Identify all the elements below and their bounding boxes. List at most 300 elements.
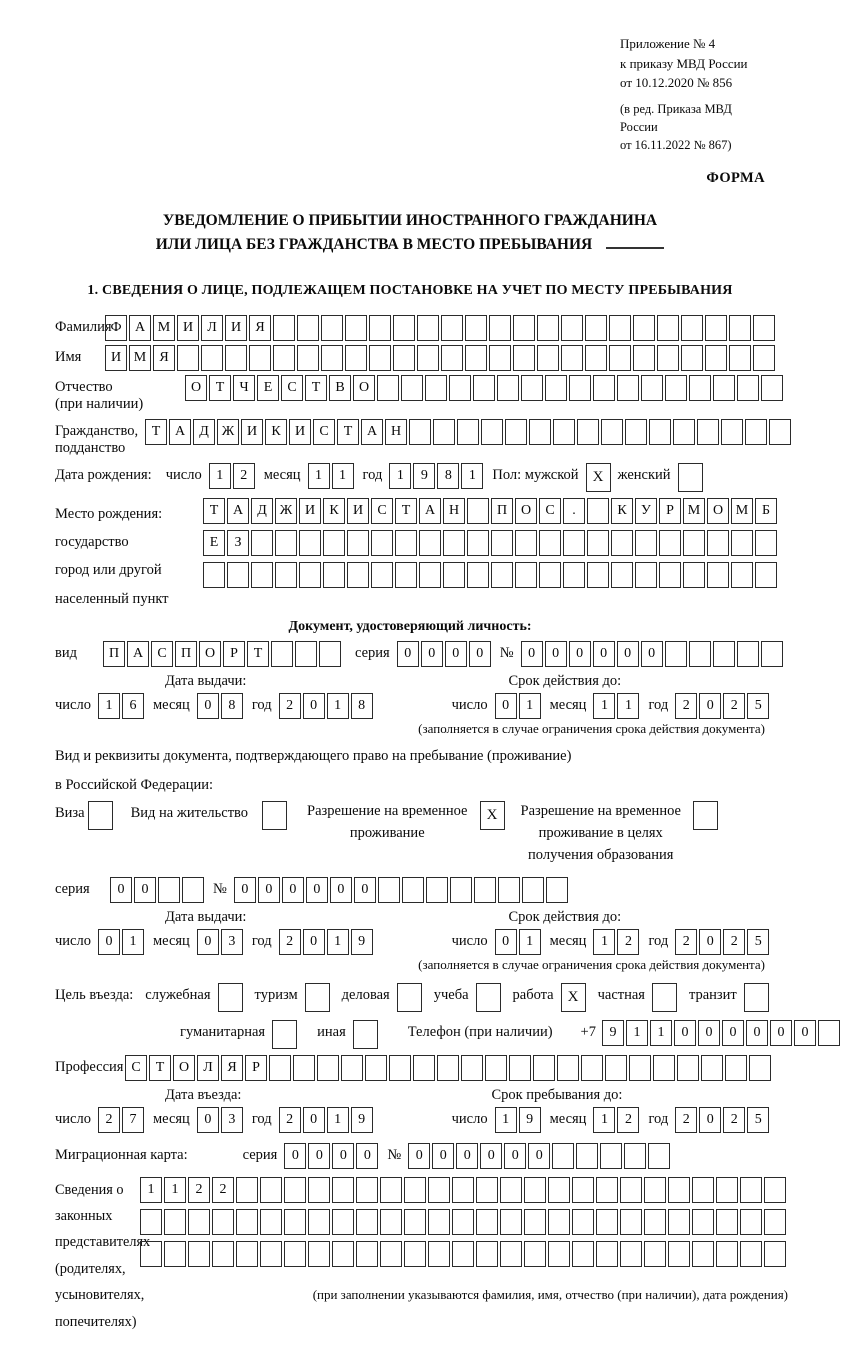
char-cell[interactable]: 0 [258, 877, 280, 903]
char-cell[interactable] [465, 345, 487, 371]
representatives-cells-row1[interactable] [140, 1177, 788, 1203]
char-cell[interactable] [275, 530, 297, 556]
char-cell[interactable]: 0 [356, 1143, 378, 1169]
char-cell[interactable] [731, 530, 753, 556]
char-cell[interactable]: Т [247, 641, 269, 667]
birth-place-cells-row2[interactable] [203, 530, 779, 556]
char-cell[interactable]: 0 [303, 693, 325, 719]
char-cell[interactable]: 2 [617, 1107, 639, 1133]
char-cell[interactable]: Н [385, 419, 407, 445]
char-cell[interactable] [395, 562, 417, 588]
purpose-work-checkbox[interactable]: X [561, 983, 586, 1012]
char-cell[interactable] [450, 877, 472, 903]
phone-cells[interactable] [602, 1020, 842, 1046]
rvp-education-checkbox[interactable] [693, 801, 718, 830]
char-cell[interactable]: 0 [480, 1143, 502, 1169]
char-cell[interactable]: 2 [723, 1107, 745, 1133]
char-cell[interactable] [485, 1055, 507, 1081]
char-cell[interactable] [401, 375, 423, 401]
char-cell[interactable] [441, 345, 463, 371]
char-cell[interactable]: 0 [569, 641, 591, 667]
char-cell[interactable]: 3 [221, 929, 243, 955]
char-cell[interactable] [749, 1055, 771, 1081]
permit-issue-month[interactable] [197, 929, 245, 955]
char-cell[interactable] [457, 419, 479, 445]
char-cell[interactable]: 0 [456, 1143, 478, 1169]
char-cell[interactable] [297, 315, 319, 341]
char-cell[interactable]: 0 [197, 1107, 219, 1133]
char-cell[interactable] [701, 1055, 723, 1081]
char-cell[interactable] [716, 1241, 738, 1267]
char-cell[interactable]: 0 [330, 877, 352, 903]
char-cell[interactable] [158, 877, 180, 903]
char-cell[interactable]: Я [153, 345, 175, 371]
char-cell[interactable] [561, 315, 583, 341]
identity-issue-month[interactable] [197, 693, 245, 719]
char-cell[interactable] [465, 315, 487, 341]
char-cell[interactable] [323, 562, 345, 588]
char-cell[interactable] [467, 498, 489, 524]
char-cell[interactable]: 0 [303, 929, 325, 955]
char-cell[interactable] [605, 1055, 627, 1081]
char-cell[interactable] [443, 530, 465, 556]
char-cell[interactable]: 0 [98, 929, 120, 955]
char-cell[interactable] [308, 1209, 330, 1235]
char-cell[interactable] [740, 1209, 762, 1235]
char-cell[interactable] [332, 1177, 354, 1203]
char-cell[interactable]: М [153, 315, 175, 341]
char-cell[interactable]: 0 [282, 877, 304, 903]
char-cell[interactable] [365, 1055, 387, 1081]
char-cell[interactable]: 9 [602, 1020, 624, 1046]
char-cell[interactable] [761, 375, 783, 401]
char-cell[interactable] [633, 315, 655, 341]
char-cell[interactable] [539, 562, 561, 588]
purpose-private-checkbox[interactable] [652, 983, 677, 1012]
stay-year[interactable] [675, 1107, 771, 1133]
char-cell[interactable] [681, 315, 703, 341]
char-cell[interactable]: 0 [306, 877, 328, 903]
char-cell[interactable] [533, 1055, 555, 1081]
char-cell[interactable] [753, 315, 775, 341]
char-cell[interactable] [548, 1241, 570, 1267]
char-cell[interactable] [500, 1177, 522, 1203]
char-cell[interactable] [539, 530, 561, 556]
rvp-checkbox[interactable]: X [480, 801, 505, 830]
char-cell[interactable]: 2 [279, 693, 301, 719]
char-cell[interactable] [321, 345, 343, 371]
char-cell[interactable] [481, 419, 503, 445]
char-cell[interactable] [596, 1177, 618, 1203]
char-cell[interactable]: Е [257, 375, 279, 401]
char-cell[interactable]: 0 [495, 693, 517, 719]
char-cell[interactable] [665, 641, 687, 667]
birth-place-cells-row1[interactable] [203, 498, 779, 524]
entry-year[interactable] [279, 1107, 375, 1133]
permit-issue-day[interactable] [98, 929, 146, 955]
char-cell[interactable] [275, 562, 297, 588]
purpose-other-checkbox[interactable] [353, 1020, 378, 1049]
char-cell[interactable]: 1 [461, 463, 483, 489]
char-cell[interactable] [620, 1177, 642, 1203]
char-cell[interactable] [284, 1177, 306, 1203]
char-cell[interactable]: Т [337, 419, 359, 445]
char-cell[interactable] [521, 375, 543, 401]
char-cell[interactable]: О [173, 1055, 195, 1081]
char-cell[interactable]: 0 [197, 929, 219, 955]
char-cell[interactable] [629, 1055, 651, 1081]
char-cell[interactable]: 0 [332, 1143, 354, 1169]
char-cell[interactable]: 0 [197, 693, 219, 719]
char-cell[interactable] [356, 1209, 378, 1235]
char-cell[interactable] [269, 1055, 291, 1081]
char-cell[interactable] [491, 562, 513, 588]
char-cell[interactable] [513, 315, 535, 341]
char-cell[interactable] [227, 562, 249, 588]
char-cell[interactable] [705, 345, 727, 371]
char-cell[interactable] [293, 1055, 315, 1081]
char-cell[interactable] [668, 1241, 690, 1267]
char-cell[interactable] [537, 345, 559, 371]
char-cell[interactable] [332, 1209, 354, 1235]
char-cell[interactable] [548, 1209, 570, 1235]
char-cell[interactable] [572, 1177, 594, 1203]
char-cell[interactable]: 0 [408, 1143, 430, 1169]
char-cell[interactable] [596, 1209, 618, 1235]
char-cell[interactable]: К [265, 419, 287, 445]
stay-month[interactable] [593, 1107, 641, 1133]
char-cell[interactable]: А [361, 419, 383, 445]
char-cell[interactable] [585, 315, 607, 341]
char-cell[interactable] [545, 375, 567, 401]
char-cell[interactable] [489, 345, 511, 371]
char-cell[interactable] [644, 1177, 666, 1203]
char-cell[interactable]: К [611, 498, 633, 524]
doc-number-cells[interactable] [521, 641, 785, 667]
char-cell[interactable] [284, 1209, 306, 1235]
char-cell[interactable] [649, 419, 671, 445]
char-cell[interactable]: 1 [164, 1177, 186, 1203]
permit-valid-month[interactable] [593, 929, 641, 955]
char-cell[interactable]: Р [223, 641, 245, 667]
char-cell[interactable] [740, 1241, 762, 1267]
char-cell[interactable]: П [491, 498, 513, 524]
char-cell[interactable] [299, 562, 321, 588]
char-cell[interactable] [644, 1241, 666, 1267]
char-cell[interactable] [164, 1241, 186, 1267]
char-cell[interactable]: 5 [747, 1107, 769, 1133]
char-cell[interactable] [140, 1241, 162, 1267]
char-cell[interactable]: 8 [221, 693, 243, 719]
char-cell[interactable] [369, 345, 391, 371]
char-cell[interactable] [182, 877, 204, 903]
char-cell[interactable] [764, 1209, 786, 1235]
char-cell[interactable] [753, 345, 775, 371]
char-cell[interactable] [413, 1055, 435, 1081]
char-cell[interactable]: 0 [469, 641, 491, 667]
char-cell[interactable] [585, 345, 607, 371]
char-cell[interactable] [201, 345, 223, 371]
char-cell[interactable] [452, 1177, 474, 1203]
char-cell[interactable] [553, 419, 575, 445]
char-cell[interactable] [212, 1241, 234, 1267]
char-cell[interactable] [467, 562, 489, 588]
char-cell[interactable] [769, 419, 791, 445]
char-cell[interactable] [497, 375, 519, 401]
char-cell[interactable] [515, 530, 537, 556]
male-checkbox[interactable]: X [586, 463, 611, 492]
char-cell[interactable] [561, 345, 583, 371]
char-cell[interactable] [653, 1055, 675, 1081]
char-cell[interactable]: 0 [699, 929, 721, 955]
char-cell[interactable]: 0 [432, 1143, 454, 1169]
char-cell[interactable]: Т [395, 498, 417, 524]
char-cell[interactable] [332, 1241, 354, 1267]
char-cell[interactable] [587, 498, 609, 524]
char-cell[interactable] [452, 1209, 474, 1235]
char-cell[interactable]: Т [203, 498, 225, 524]
char-cell[interactable] [371, 530, 393, 556]
char-cell[interactable]: 1 [122, 929, 144, 955]
char-cell[interactable] [668, 1209, 690, 1235]
char-cell[interactable] [581, 1055, 603, 1081]
char-cell[interactable] [345, 315, 367, 341]
char-cell[interactable] [707, 530, 729, 556]
doc-type-cells[interactable] [103, 641, 343, 667]
char-cell[interactable]: А [419, 498, 441, 524]
migration-number-cells[interactable] [408, 1143, 672, 1169]
char-cell[interactable]: 2 [279, 1107, 301, 1133]
char-cell[interactable] [644, 1209, 666, 1235]
char-cell[interactable]: 0 [699, 693, 721, 719]
char-cell[interactable] [395, 530, 417, 556]
char-cell[interactable] [476, 1177, 498, 1203]
char-cell[interactable]: 2 [233, 463, 255, 489]
char-cell[interactable] [587, 530, 609, 556]
char-cell[interactable] [609, 345, 631, 371]
citizenship-cells[interactable] [145, 419, 793, 445]
identity-valid-day[interactable] [495, 693, 543, 719]
char-cell[interactable] [764, 1241, 786, 1267]
char-cell[interactable]: 0 [284, 1143, 306, 1169]
char-cell[interactable]: Ж [217, 419, 239, 445]
char-cell[interactable] [729, 345, 751, 371]
char-cell[interactable] [236, 1209, 258, 1235]
char-cell[interactable]: 2 [723, 693, 745, 719]
char-cell[interactable] [443, 562, 465, 588]
char-cell[interactable] [620, 1241, 642, 1267]
char-cell[interactable] [524, 1177, 546, 1203]
char-cell[interactable]: О [353, 375, 375, 401]
patronymic-cells[interactable] [185, 375, 785, 401]
char-cell[interactable] [378, 877, 400, 903]
char-cell[interactable] [546, 877, 568, 903]
char-cell[interactable]: М [683, 498, 705, 524]
char-cell[interactable] [764, 1177, 786, 1203]
permit-valid-year[interactable] [675, 929, 771, 955]
char-cell[interactable] [273, 345, 295, 371]
char-cell[interactable] [572, 1241, 594, 1267]
char-cell[interactable] [620, 1209, 642, 1235]
char-cell[interactable]: 1 [389, 463, 411, 489]
char-cell[interactable] [737, 641, 759, 667]
char-cell[interactable] [761, 641, 783, 667]
char-cell[interactable] [308, 1177, 330, 1203]
char-cell[interactable] [737, 375, 759, 401]
char-cell[interactable] [659, 562, 681, 588]
char-cell[interactable] [677, 1055, 699, 1081]
char-cell[interactable]: С [125, 1055, 147, 1081]
purpose-tourism-checkbox[interactable] [305, 983, 330, 1012]
char-cell[interactable]: 2 [188, 1177, 210, 1203]
char-cell[interactable] [524, 1241, 546, 1267]
char-cell[interactable]: 1 [626, 1020, 648, 1046]
char-cell[interactable] [323, 530, 345, 556]
char-cell[interactable]: Б [755, 498, 777, 524]
char-cell[interactable] [341, 1055, 363, 1081]
char-cell[interactable]: 0 [794, 1020, 816, 1046]
char-cell[interactable]: 0 [303, 1107, 325, 1133]
char-cell[interactable] [308, 1241, 330, 1267]
visa-checkbox[interactable] [88, 801, 113, 830]
char-cell[interactable] [377, 375, 399, 401]
char-cell[interactable] [380, 1177, 402, 1203]
char-cell[interactable] [404, 1177, 426, 1203]
char-cell[interactable] [524, 1209, 546, 1235]
char-cell[interactable] [755, 530, 777, 556]
char-cell[interactable]: О [199, 641, 221, 667]
char-cell[interactable] [473, 375, 495, 401]
char-cell[interactable] [641, 375, 663, 401]
char-cell[interactable]: 1 [332, 463, 354, 489]
char-cell[interactable] [707, 562, 729, 588]
char-cell[interactable] [140, 1209, 162, 1235]
char-cell[interactable] [557, 1055, 579, 1081]
char-cell[interactable] [251, 562, 273, 588]
char-cell[interactable]: П [175, 641, 197, 667]
char-cell[interactable] [437, 1055, 459, 1081]
migration-series-cells[interactable] [284, 1143, 380, 1169]
char-cell[interactable] [474, 877, 496, 903]
char-cell[interactable] [260, 1209, 282, 1235]
char-cell[interactable] [260, 1241, 282, 1267]
char-cell[interactable] [818, 1020, 840, 1046]
residence-permit-checkbox[interactable] [262, 801, 287, 830]
char-cell[interactable] [177, 345, 199, 371]
char-cell[interactable]: С [371, 498, 393, 524]
char-cell[interactable] [251, 530, 273, 556]
char-cell[interactable]: О [185, 375, 207, 401]
char-cell[interactable]: П [103, 641, 125, 667]
char-cell[interactable]: С [281, 375, 303, 401]
char-cell[interactable]: К [323, 498, 345, 524]
char-cell[interactable] [425, 375, 447, 401]
char-cell[interactable]: 1 [327, 929, 349, 955]
char-cell[interactable]: У [635, 498, 657, 524]
char-cell[interactable]: Ф [105, 315, 127, 341]
char-cell[interactable]: Ж [275, 498, 297, 524]
char-cell[interactable]: 0 [397, 641, 419, 667]
char-cell[interactable] [611, 530, 633, 556]
char-cell[interactable]: А [129, 315, 151, 341]
char-cell[interactable]: 2 [212, 1177, 234, 1203]
char-cell[interactable] [633, 345, 655, 371]
char-cell[interactable] [409, 419, 431, 445]
char-cell[interactable]: Т [149, 1055, 171, 1081]
char-cell[interactable]: 1 [495, 1107, 517, 1133]
char-cell[interactable] [725, 1055, 747, 1081]
char-cell[interactable]: 1 [593, 1107, 615, 1133]
char-cell[interactable] [236, 1177, 258, 1203]
char-cell[interactable]: 0 [674, 1020, 696, 1046]
purpose-business-checkbox[interactable] [397, 983, 422, 1012]
char-cell[interactable] [321, 315, 343, 341]
char-cell[interactable] [356, 1177, 378, 1203]
char-cell[interactable] [668, 1177, 690, 1203]
char-cell[interactable]: 2 [617, 929, 639, 955]
char-cell[interactable] [249, 345, 271, 371]
char-cell[interactable]: Р [245, 1055, 267, 1081]
char-cell[interactable] [402, 877, 424, 903]
char-cell[interactable] [721, 419, 743, 445]
char-cell[interactable] [317, 1055, 339, 1081]
char-cell[interactable]: Я [249, 315, 271, 341]
char-cell[interactable] [617, 375, 639, 401]
char-cell[interactable]: 0 [308, 1143, 330, 1169]
char-cell[interactable] [563, 530, 585, 556]
char-cell[interactable] [188, 1241, 210, 1267]
char-cell[interactable] [689, 375, 711, 401]
char-cell[interactable] [600, 1143, 622, 1169]
char-cell[interactable]: 0 [445, 641, 467, 667]
char-cell[interactable]: Т [209, 375, 231, 401]
char-cell[interactable] [729, 315, 751, 341]
char-cell[interactable]: Я [221, 1055, 243, 1081]
given-name-cells[interactable] [105, 345, 777, 371]
char-cell[interactable]: 9 [413, 463, 435, 489]
char-cell[interactable] [716, 1177, 738, 1203]
char-cell[interactable] [609, 315, 631, 341]
char-cell[interactable]: И [241, 419, 263, 445]
char-cell[interactable] [665, 375, 687, 401]
char-cell[interactable] [505, 419, 527, 445]
char-cell[interactable] [657, 315, 679, 341]
char-cell[interactable] [697, 419, 719, 445]
purpose-transit-checkbox[interactable] [744, 983, 769, 1012]
char-cell[interactable]: С [151, 641, 173, 667]
char-cell[interactable] [593, 375, 615, 401]
char-cell[interactable] [491, 530, 513, 556]
char-cell[interactable]: Н [443, 498, 465, 524]
char-cell[interactable] [260, 1177, 282, 1203]
char-cell[interactable]: 8 [437, 463, 459, 489]
identity-issue-year[interactable] [279, 693, 375, 719]
char-cell[interactable]: 0 [722, 1020, 744, 1046]
char-cell[interactable]: 1 [593, 929, 615, 955]
char-cell[interactable] [428, 1177, 450, 1203]
char-cell[interactable] [689, 641, 711, 667]
char-cell[interactable]: И [177, 315, 199, 341]
char-cell[interactable] [417, 315, 439, 341]
char-cell[interactable]: 0 [421, 641, 443, 667]
char-cell[interactable]: 0 [495, 929, 517, 955]
char-cell[interactable]: . [563, 498, 585, 524]
char-cell[interactable]: О [515, 498, 537, 524]
char-cell[interactable] [611, 562, 633, 588]
char-cell[interactable]: Т [145, 419, 167, 445]
char-cell[interactable] [515, 562, 537, 588]
char-cell[interactable] [705, 315, 727, 341]
